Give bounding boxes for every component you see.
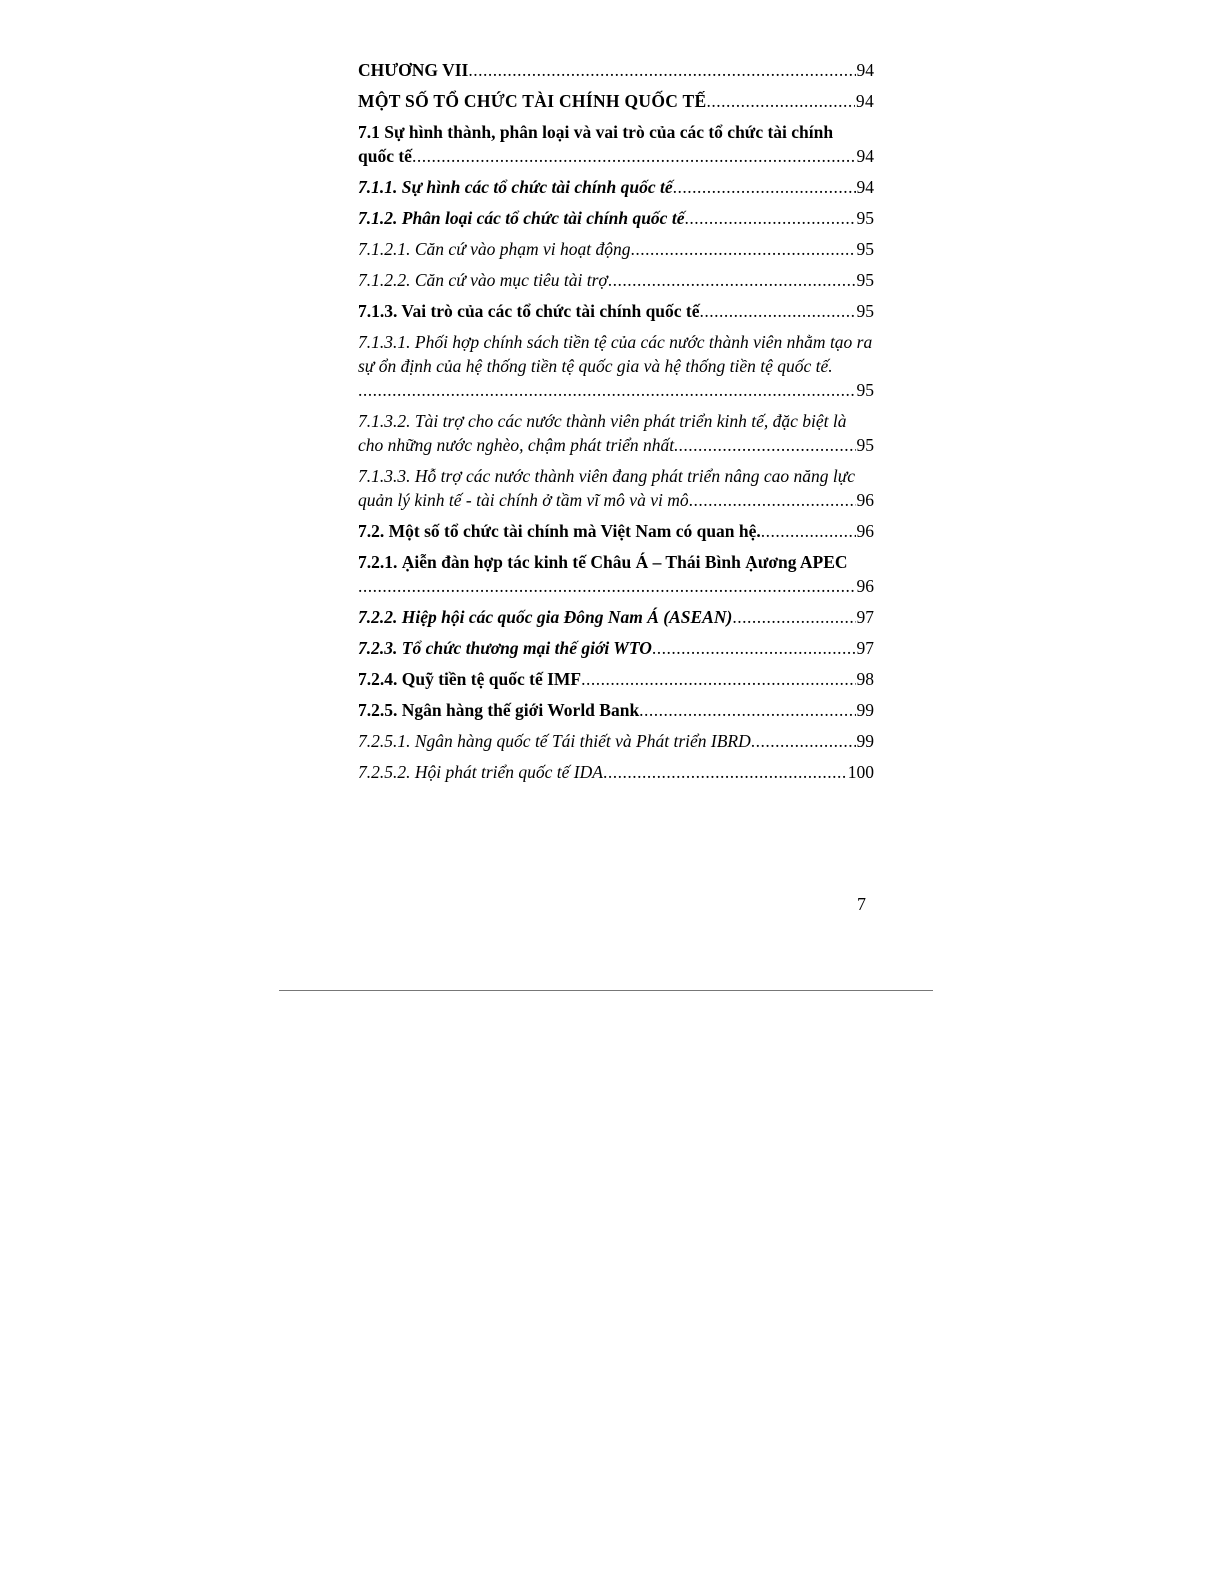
toc-leader-dots <box>706 89 854 113</box>
toc-page-number: 99 <box>856 700 874 720</box>
toc-leader-dots <box>639 698 855 722</box>
toc-page-number: 95 <box>856 380 874 400</box>
toc-entry[interactable] <box>358 175 874 199</box>
toc-entry-title: 7.2. Một số tổ chức tài chính mà Việt Nam có quan hệ. <box>358 521 761 541</box>
toc-page-number: 97 <box>856 638 874 658</box>
toc-page-number: 95 <box>856 208 874 228</box>
toc-leader-dots <box>689 488 856 512</box>
page-number: 7 <box>857 894 866 914</box>
toc-leader-dots <box>751 729 856 753</box>
toc-page-number: 95 <box>856 270 874 290</box>
toc-entry[interactable] <box>358 237 874 261</box>
toc-page-number: 97 <box>856 607 874 627</box>
toc-entry[interactable] <box>358 605 874 629</box>
toc-entry-line <box>358 206 874 230</box>
toc-entry-title: 7.2.4. Quỹ tiền tệ quốc tế IMF <box>358 669 582 689</box>
toc-entry[interactable] <box>358 698 874 722</box>
table-of-contents <box>358 58 874 791</box>
toc-leader-dots <box>700 299 856 323</box>
toc-leader-dots <box>358 574 856 598</box>
toc-leader-dots <box>603 760 847 784</box>
toc-leader-dots <box>679 433 856 457</box>
toc-entry[interactable] <box>358 299 874 323</box>
toc-page-number: 94 <box>856 146 874 166</box>
toc-entry-line <box>358 519 874 543</box>
toc-entry-line <box>358 268 874 292</box>
toc-leader-dots <box>608 268 856 292</box>
toc-entry-title-line: 7.1.3.2. Tài trợ cho các nước thành viên phát triển kinh tế, đặc biệt là <box>358 411 847 431</box>
toc-leader-dots <box>761 519 856 543</box>
toc-entry[interactable] <box>358 206 874 230</box>
toc-entry-line <box>358 574 874 598</box>
toc-entry-line <box>358 175 874 199</box>
toc-entry-title: 7.1.2. Phân loại các tổ chức tài chính quốc tế <box>358 208 685 228</box>
toc-page-number: 96 <box>856 490 874 510</box>
toc-entry[interactable] <box>358 120 874 168</box>
toc-entry-title: 7.1.2.2. Căn cứ vào mục tiêu tài trợ <box>358 270 608 290</box>
toc-entry-title: 7.1.2.1. Căn cứ vào phạm vi hoạt động <box>358 239 631 259</box>
toc-entry-line <box>358 89 874 113</box>
toc-page-number: 94 <box>855 91 874 111</box>
toc-entry-title: cho những nước nghèo, chậm phát triển nhất. <box>358 435 679 455</box>
toc-leader-dots <box>412 144 856 168</box>
toc-entry-line <box>358 237 874 261</box>
toc-entry-line <box>358 58 874 82</box>
toc-entry[interactable] <box>358 550 874 598</box>
toc-leader-dots <box>673 175 856 199</box>
toc-entry-line <box>358 729 874 753</box>
toc-entry-title: 7.2.2. Hiệp hội các quốc gia Đông Nam Á (ASEAN) <box>358 607 733 627</box>
toc-entry[interactable] <box>358 636 874 660</box>
toc-entry-title: 7.2.5.1. Ngân hàng quốc tế Tái thiết và Phát triển IBRD <box>358 731 751 751</box>
toc-entry[interactable] <box>358 760 874 784</box>
page-divider <box>279 990 933 991</box>
toc-entry-line <box>358 433 874 457</box>
toc-entry-title-line: 7.1.3.1. Phối hợp chính sách tiền tệ của các nước thành viên nhằm tạo ra sự ổn định của hệ thống tiền tệ quốc gia và hệ thống tiền tệ quốc tế. <box>358 332 873 376</box>
toc-entry-title-line: 7.1.3.3. Hỗ trợ các nước thành viên đang phát triển nâng cao năng lực <box>358 466 856 486</box>
toc-entry[interactable] <box>358 330 874 402</box>
toc-entry[interactable] <box>358 409 874 457</box>
toc-page-number: 96 <box>856 576 874 596</box>
toc-page-number: 94 <box>856 177 874 197</box>
toc-leader-dots <box>468 58 855 82</box>
toc-leader-dots <box>684 206 855 230</box>
toc-entry[interactable] <box>358 464 874 512</box>
toc-leader-dots <box>358 378 856 402</box>
toc-entry-title: quản lý kinh tế - tài chính ở tầm vĩ mô và vi mô <box>358 490 689 510</box>
toc-entry[interactable] <box>358 89 874 113</box>
toc-entry-title: 7.1.1. Sự hình các tổ chức tài chính quốc tế <box>358 177 673 197</box>
toc-entry-line <box>358 636 874 660</box>
toc-entry[interactable] <box>358 58 874 82</box>
toc-entry-title: 7.2.5.2. Hội phát triển quốc tế IDA <box>358 762 603 782</box>
toc-entry-line <box>358 378 874 402</box>
toc-leader-dots <box>732 605 855 629</box>
toc-leader-dots <box>581 667 855 691</box>
toc-entry-title: CHƯƠNG VII <box>358 60 469 80</box>
toc-entry-line <box>358 760 874 784</box>
toc-entry-line <box>358 698 874 722</box>
toc-entry-title: MỘT SỐ TỔ CHỨC TÀI CHÍNH QUỐC TẾ <box>358 91 707 111</box>
toc-leader-dots <box>631 237 856 261</box>
toc-page-number: 94 <box>856 60 874 80</box>
toc-entry-line <box>358 488 874 512</box>
toc-entry[interactable] <box>358 519 874 543</box>
toc-entry-title: 7.2.3. Tổ chức thương mại thế giới WTO <box>358 638 652 658</box>
toc-page-number: 99 <box>856 731 874 751</box>
toc-leader-dots <box>652 636 856 660</box>
toc-entry-line <box>358 667 874 691</box>
toc-page-number: 96 <box>856 521 874 541</box>
toc-entry-line <box>358 299 874 323</box>
toc-entry-title-line: 7.2.1. Ạiễn đàn hợp tác kinh tế Châu Á – Thái Bình Ạương APEC <box>358 552 848 572</box>
toc-entry-line <box>358 144 874 168</box>
toc-entry-title-line: 7.1 Sự hình thành, phân loại và vai trò của các tổ chức tài chính <box>358 122 834 142</box>
toc-entry-title: 7.1.3. Vai trò của các tổ chức tài chính quốc tế <box>358 301 700 321</box>
toc-entry[interactable] <box>358 729 874 753</box>
toc-entry-title: 7.2.5. Ngân hàng thế giới World Bank <box>358 700 640 720</box>
toc-page-number: 98 <box>856 669 874 689</box>
toc-page-number: 100 <box>847 762 874 782</box>
toc-page-number: 95 <box>856 301 874 321</box>
toc-entry-line <box>358 605 874 629</box>
toc-entry[interactable] <box>358 268 874 292</box>
toc-entry-title: quốc tế <box>358 146 412 166</box>
toc-page-number: 95 <box>856 239 874 259</box>
toc-entry[interactable] <box>358 667 874 691</box>
toc-page-number: 95 <box>856 435 874 455</box>
